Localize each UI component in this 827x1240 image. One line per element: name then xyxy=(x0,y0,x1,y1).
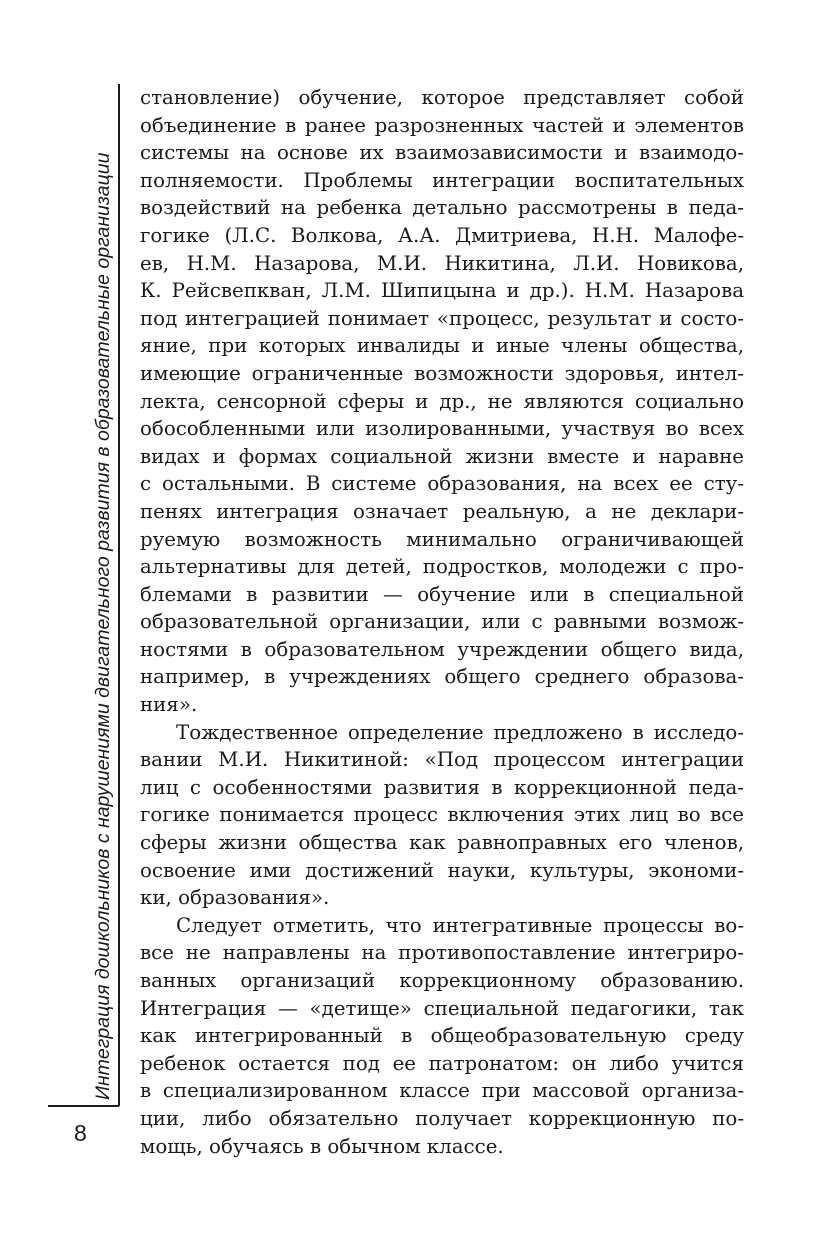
text-line: ев, Н.М. Назарова, М.И. Никитина, Л.И. Новикова, xyxy=(140,251,744,275)
text-line: под интеграцией понимает «процесс, результат и состо- xyxy=(140,306,744,330)
running-head: Интеграция дошкольников с нарушениями двигательного развития в образовательные организации xyxy=(92,152,114,1100)
text-line: воздействий на ребенка детально рассмотрены в педа- xyxy=(140,196,744,220)
text-line: лиц с особенностями развития в коррекционной педа- xyxy=(140,775,744,799)
text-line: гогике (Л.С. Волкова, А.А. Дмитриева, Н.Н. Малофе- xyxy=(140,223,744,247)
paragraph-1 xyxy=(140,84,744,719)
text-line: гогике понимается процесс включения этих лиц во все xyxy=(140,803,744,827)
text-line: ции, либо обязательно получает коррекционную по- xyxy=(140,1106,744,1130)
text-line: яние, при которых инвалиды и иные члены общества, xyxy=(140,334,744,358)
paragraph-3 xyxy=(140,912,744,1160)
text-line: Тождественное определение предложено в исследо- xyxy=(176,720,744,744)
text-line: видах и формах социальной жизни вместе и наравне xyxy=(140,444,744,468)
text-line: мощь, обучаясь в обычном классе. xyxy=(140,1134,504,1158)
text-line: объединение в ранее разрозненных частей и элементов xyxy=(140,113,744,137)
text-line: Следует отметить, что интегративные процессы во- xyxy=(176,913,744,937)
text-line: вании М.И. Никитиной: «Под процессом интеграции xyxy=(140,748,744,772)
text-line: в специализированном классе при массовой организа- xyxy=(140,1079,744,1103)
text-line: блемами в развитии — обучение или в специальной xyxy=(140,582,744,606)
text-line: системы на основе их взаимозависимости и взаимодо- xyxy=(140,141,744,165)
text-line: руемую возможность минимально ограничивающей xyxy=(140,527,744,551)
text-line: пенях интеграция означает реальную, а не деклари- xyxy=(140,499,744,523)
text-line: освоение ими достижений науки, культуры, экономи- xyxy=(140,858,744,882)
text-line: становление) обучение, которое представляет собой xyxy=(140,86,744,109)
text-line: полняемости. Проблемы интеграции воспитательных xyxy=(140,168,744,192)
text-line: К. Рейсвепкван, Л.М. Шипицына и др.). Н.М. Назарова xyxy=(140,279,744,303)
text-line: ностями в образовательном учреждении общего вида, xyxy=(140,637,744,661)
text-line: сферы жизни общества как равноправных его членов, xyxy=(140,831,744,855)
text-line: имеющие ограниченные возможности здоровья, интел- xyxy=(140,361,744,385)
text-line: обособленными или изолированными, участвуя во всех xyxy=(140,417,744,441)
text-line: ния». xyxy=(140,693,198,717)
text-line: альтернативы для детей, подростков, молодежи с про- xyxy=(140,555,744,579)
margin-rule-vertical xyxy=(118,84,120,1106)
text-line: ребенок остается под ее патронатом: он либо учится xyxy=(140,1051,744,1075)
body-text xyxy=(140,84,744,1160)
text-line: с остальными. В системе образования, на всех ее сту- xyxy=(140,472,744,496)
page-number: 8 xyxy=(74,1120,87,1146)
text-line: лекта, сенсорной сферы и др., не являются социально xyxy=(140,389,744,413)
text-line: ванных организаций коррекционному образованию. xyxy=(140,969,744,992)
text-line: например, в учреждениях общего среднего образова- xyxy=(140,665,744,689)
text-line: ки, образования». xyxy=(140,886,330,910)
text-line: все не направлены на противопоставление интегриро- xyxy=(140,941,744,965)
text-line: Интеграция — «детище» специальной педагогики, так xyxy=(140,996,744,1020)
margin-rule-horizontal xyxy=(48,1105,119,1107)
text-line: как интегрированный в общеобразовательную среду xyxy=(140,1024,744,1048)
paragraph-2 xyxy=(140,719,744,912)
text-line: образовательной организации, или с равными возмож- xyxy=(140,610,744,634)
